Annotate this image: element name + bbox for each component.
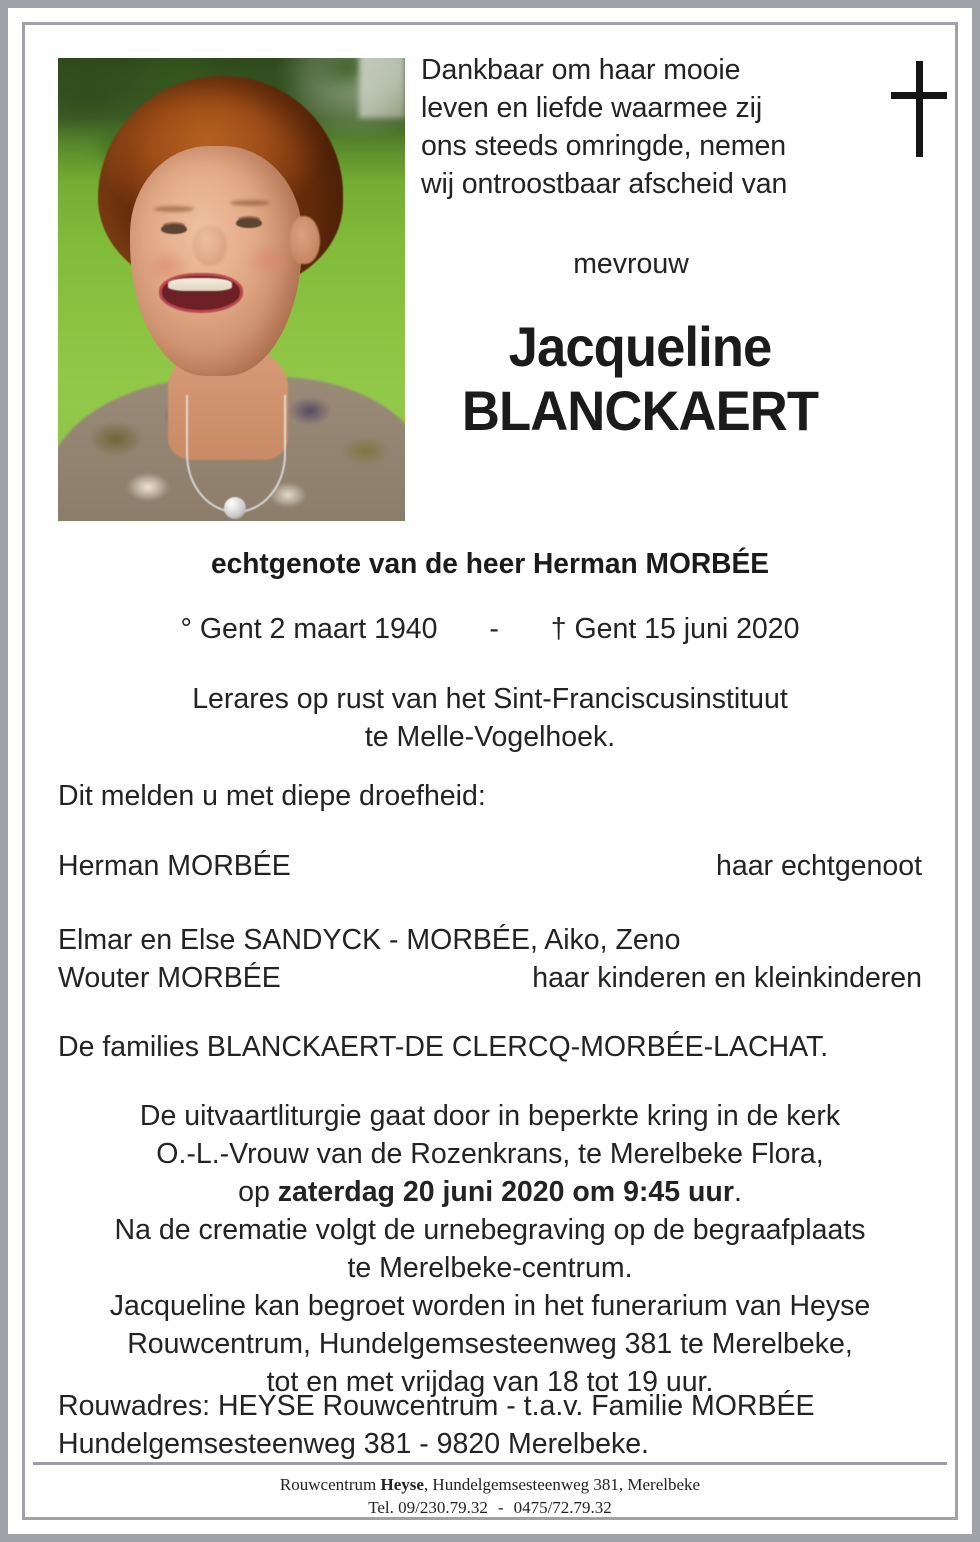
photo-eye-left [161,224,187,234]
photo-brow-left [154,206,194,212]
life-dates [58,610,922,648]
funeral-home-footer [58,1473,922,1519]
service-line-5: te Merelbeke-centrum. [347,1252,633,1284]
cross-vertical-bar [916,61,923,157]
photo-necklace-chain [186,395,286,513]
service-line-6: Jacqueline kan begroet worden in het funerarium van Heyse [109,1290,871,1322]
deceased-name [419,315,861,443]
mourning-address-line-1: Rouwadres: HEYSE Rouwcentrum - t.a.v. Familie MORBÉE [58,1390,815,1422]
death-date: † Gent 15 juni 2020 [550,613,800,645]
intro-line-4: wij ontroostbaar afscheid van [421,168,788,200]
relative-name: Elmar en Else SANDYCK - MORBÉE, Aiko, Zeno [58,924,681,956]
photo-necklace-pendant [224,497,246,519]
intro-line-2: leven en liefde waarmee zij [421,92,763,124]
photo-brow-right [230,200,270,206]
service-line-2: O.-L.-Vrouw van de Rozenkrans, te Merelbeke Flora, [156,1138,824,1170]
spouse-line: echtgenote van de heer Herman MORBÉE [210,548,770,580]
footer-prefix: Rouwcentrum [279,1475,381,1494]
relative-row-children-2 [58,959,922,997]
photo-cheek-right [246,244,292,276]
footer-line-1 [58,1473,922,1496]
service-details [58,1097,922,1401]
photo-ear [290,216,320,264]
relative-name: Wouter MORBÉE [58,962,281,994]
card-content [25,25,955,1517]
profession [58,680,922,756]
footer-tel-separator: - [497,1498,504,1517]
deceased-last-name: BLANCKAERT [461,379,819,442]
relative-row-spouse [58,847,922,885]
christian-cross-icon [891,61,947,157]
service-line-3 [58,1173,922,1211]
footer-tel-1: 09/230.79.32 [398,1498,488,1517]
service-datetime: zaterdag 20 juni 2020 om 9:45 uur [277,1176,734,1208]
service-datetime-prefix: op [238,1176,278,1208]
footer-company-name: Heyse [380,1475,424,1494]
intro-text [421,51,841,203]
service-line-1: De uitvaartliturgie gaat door in beperkte kring in de kerk [139,1100,841,1132]
footer-tel-label: Tel. [368,1498,399,1517]
photo-nose [193,226,227,266]
profession-line-2: te Melle-Vogelhoek. [364,721,616,753]
relative-relation: haar echtgenoot [716,850,922,882]
cross-horizontal-bar [891,92,947,99]
photo-eye-right [236,218,262,228]
footer-tel-2: 0475/72.79.32 [513,1498,612,1517]
relative-name: Herman MORBÉE [58,850,291,882]
birth-date: ° Gent 2 maart 1940 [180,613,438,645]
service-line-7: Rouwcentrum, Hundelgemsesteenweg 381 te Merelbeke, [127,1328,853,1360]
date-separator: - [489,613,499,645]
mourning-address-line-2: Hundelgemsesteenweg 381 - 9820 Merelbeke. [58,1428,649,1460]
service-line-8: tot en met vrijdag van 18 tot 19 uur. [266,1366,714,1398]
families-line: De families BLANCKAERT-DE CLERCQ-MORBÉE-LACHAT. [58,1031,829,1063]
service-datetime-suffix: . [733,1176,742,1208]
profession-line-1: Lerares op rust van het Sint-Franciscusinstituut [192,683,788,715]
deceased-first-name: Jacqueline [508,315,772,378]
intro-line-3: ons steeds omringde, nemen [421,130,786,162]
relative-row-children-1 [58,921,922,959]
service-line-4: Na de crematie volgt de urnebegraving op de begraafplaats [114,1214,866,1246]
relative-relation: haar kinderen en kleinkinderen [532,962,922,994]
footer-suffix: , Hundelgemsesteenweg 381, Merelbeke [423,1475,701,1494]
photo-wall [359,58,405,118]
footer-line-2 [58,1496,922,1519]
portrait-photo [58,58,405,521]
photo-teeth [168,278,232,291]
mourning-address [58,1387,922,1463]
announcement-line: Dit melden u met diepe droefheid: [58,780,486,812]
salutation: mevrouw [573,248,689,280]
footer-divider [33,1462,947,1465]
intro-line-1: Dankbaar om haar mooie [421,54,741,86]
